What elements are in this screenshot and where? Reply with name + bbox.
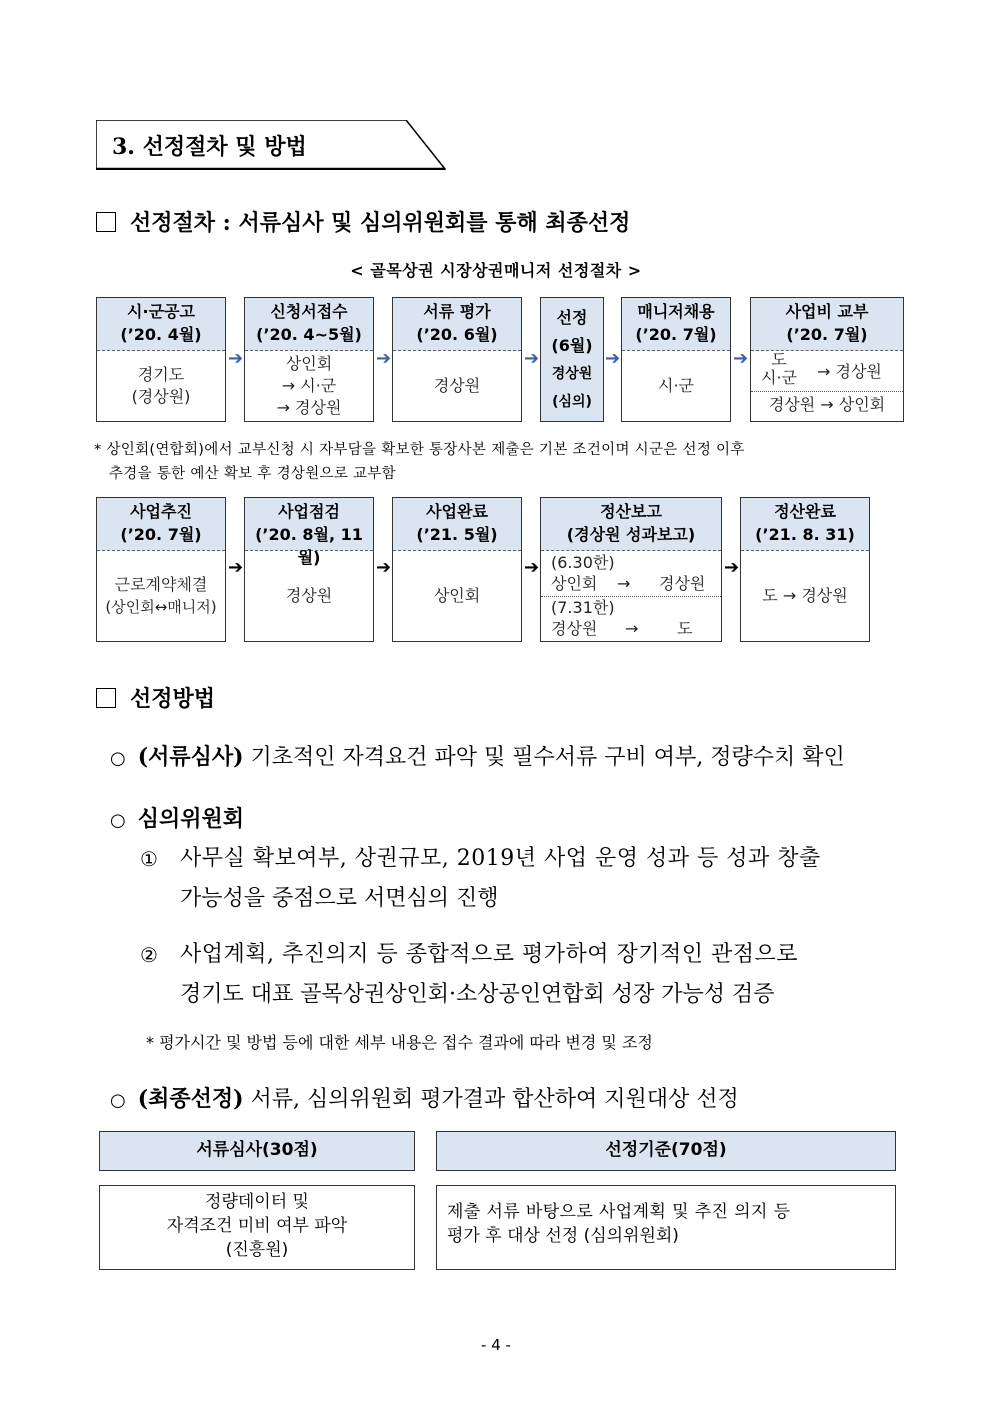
step-title: 신청서접수 [270,302,348,321]
committee-item-2: ② 사업계획, 추진의지 등 종합적으로 평가하여 장기적인 관점으로 경기도 대표 골목상권상인회·소상공인연합회 성장 가능성 검증 [140,942,799,1007]
flow2-step-5 [740,497,870,642]
step-date: (’20. 7월) [635,325,717,344]
flow2-step-3 [392,497,522,642]
step-date: (’20. 4~5월) [256,325,362,344]
step-date: (’20. 7월) [120,525,202,544]
step-body-line: (심의) [552,394,592,410]
step-date: (’20. 4월) [120,325,202,344]
step-body-line: 경상원 [551,366,593,382]
heading-text: 선정절차 : 서류심사 및 심의위원회를 통해 최종선정 [130,210,631,236]
step-title: 선정 [556,308,588,327]
step-body-line: 경기도 [137,364,185,384]
table-body-criteria: 제출 서류 바탕으로 사업계획 및 추진 의지 등 평가 후 대상 선정 (심의위원회) [436,1185,896,1270]
section-title: 3. 선정절차 및 방법 [112,134,307,160]
step-body-line: → 시·군 [281,375,337,395]
step-body-line: (경상원) [131,386,191,406]
step-title: 사업완료 [426,502,488,521]
table-head-criteria: 선정기준(70점) [436,1131,896,1171]
flow1-step-3 [392,297,522,422]
step-body-line: 근로계약체결 [114,574,208,594]
arrow-right-icon: ➔ [228,557,244,578]
arrow-right-icon: ➔ [524,557,540,578]
arrow-right-icon: ➔ [724,557,740,578]
note-evaluation: * 평가시간 및 방법 등에 대한 세부 내용은 접수 결과에 따라 변경 및 조정 [146,1033,653,1052]
flow1-step-5 [621,297,731,422]
arrow-right-icon: ➔ [228,348,244,369]
heading-selection-method [96,682,215,713]
checkbox-square-icon [96,688,116,708]
step-body-line: 경상원 [285,585,333,605]
step-title: 매니저채용 [637,302,715,321]
arrow-right-icon: ➔ [376,557,392,578]
step-title: 시·군공고 [127,302,195,321]
step-body-line: (상인회↔매니저) [105,597,217,616]
committee-item-1: ① 사무실 확보여부, 상권규모, 2019년 사업 운영 성과 등 성과 창출 가능성을 중점으로 서면심의 진행 [140,846,821,911]
step-title: 정산완료 [774,502,836,521]
step-title: 정산보고 [600,502,662,521]
flow-caption: < 골목상권 시장상권매니저 선정절차 > [350,261,642,280]
step-body-line: 상인회 [433,585,481,605]
table-head-document: 서류심사(30점) [99,1131,415,1171]
step-date: (’20. 8월, 11월) [255,525,363,567]
step-date: (’20. 6월) [416,325,498,344]
step-date: (’21. 8. 31) [755,525,855,544]
flow1-step-1 [96,297,226,422]
step-body-line: 상인회 [285,353,333,373]
flow1-step-4 [540,297,604,422]
step-body-line: → 경상원 [276,397,342,417]
step-body-line: 도 [771,350,787,369]
arrow-right-icon: ➔ [605,348,621,369]
step-date: (’20. 7월) [786,325,868,344]
flow1-step-6 [750,297,904,422]
step-body-line: (7.31한) [551,598,615,617]
step-title: 사업점검 [278,502,340,521]
step-body-line: (6.30한) [551,553,615,572]
step-title: 서류 평가 [423,302,491,321]
step-body-line: 시·군 [658,375,694,395]
step-body-line: 시·군 [761,368,797,387]
flow2-step-2 [244,497,374,642]
method-document-review: ○ (서류심사) 기초적인 자격요건 파악 및 필수서류 구비 여부, 정량수치 확인 [110,744,845,770]
arrow-right-icon: ➔ [376,348,392,369]
note-transfer: * 상인회(연합회)에서 교부신청 시 자부담을 확보한 통장사본 제출은 기본 조건이며 시군은 선정 이후 추경을 통한 예산 확보 후 경상원으로 교부함 [94,442,745,482]
step-body-line: 경상원 [433,375,481,395]
section-header [96,120,446,170]
page-number: - 4 - [481,1336,511,1354]
step-date: (6월) [551,336,593,355]
flow2-step-1 [96,497,226,642]
arrow-right-icon: ➔ [524,348,540,369]
method-final-selection: ○ (최종선정) 서류, 심의위원회 평가결과 합산하여 지원대상 선정 [110,1086,739,1112]
table-body-document: 정량데이터 및 자격조건 미비 여부 파악 (진흥원) [99,1185,415,1270]
heading-selection-procedure [96,206,630,237]
method-committee: ○ 심의위원회 [110,806,244,832]
step-title: 사업추진 [130,502,192,521]
arrow-right-icon: ➔ [733,348,749,369]
heading-text: 선정방법 [130,686,216,712]
step-body-line: 도 → 경상원 [762,585,848,605]
step-body-line: → 경상원 [817,362,882,381]
checkbox-square-icon [96,212,116,232]
flow1-step-2 [244,297,374,422]
step-date: (경상원 성과보고) [566,525,696,544]
step-title: 사업비 교부 [785,302,869,321]
flow2-step-4: 정산보고 (경상원 성과보고) (6.30한) 상인회 → 경상원 (7.31한) 경상원 → 도 [540,497,722,642]
step-date: (’21. 5월) [416,525,498,544]
step-body-line: 경상원 → 상인회 [768,395,886,414]
